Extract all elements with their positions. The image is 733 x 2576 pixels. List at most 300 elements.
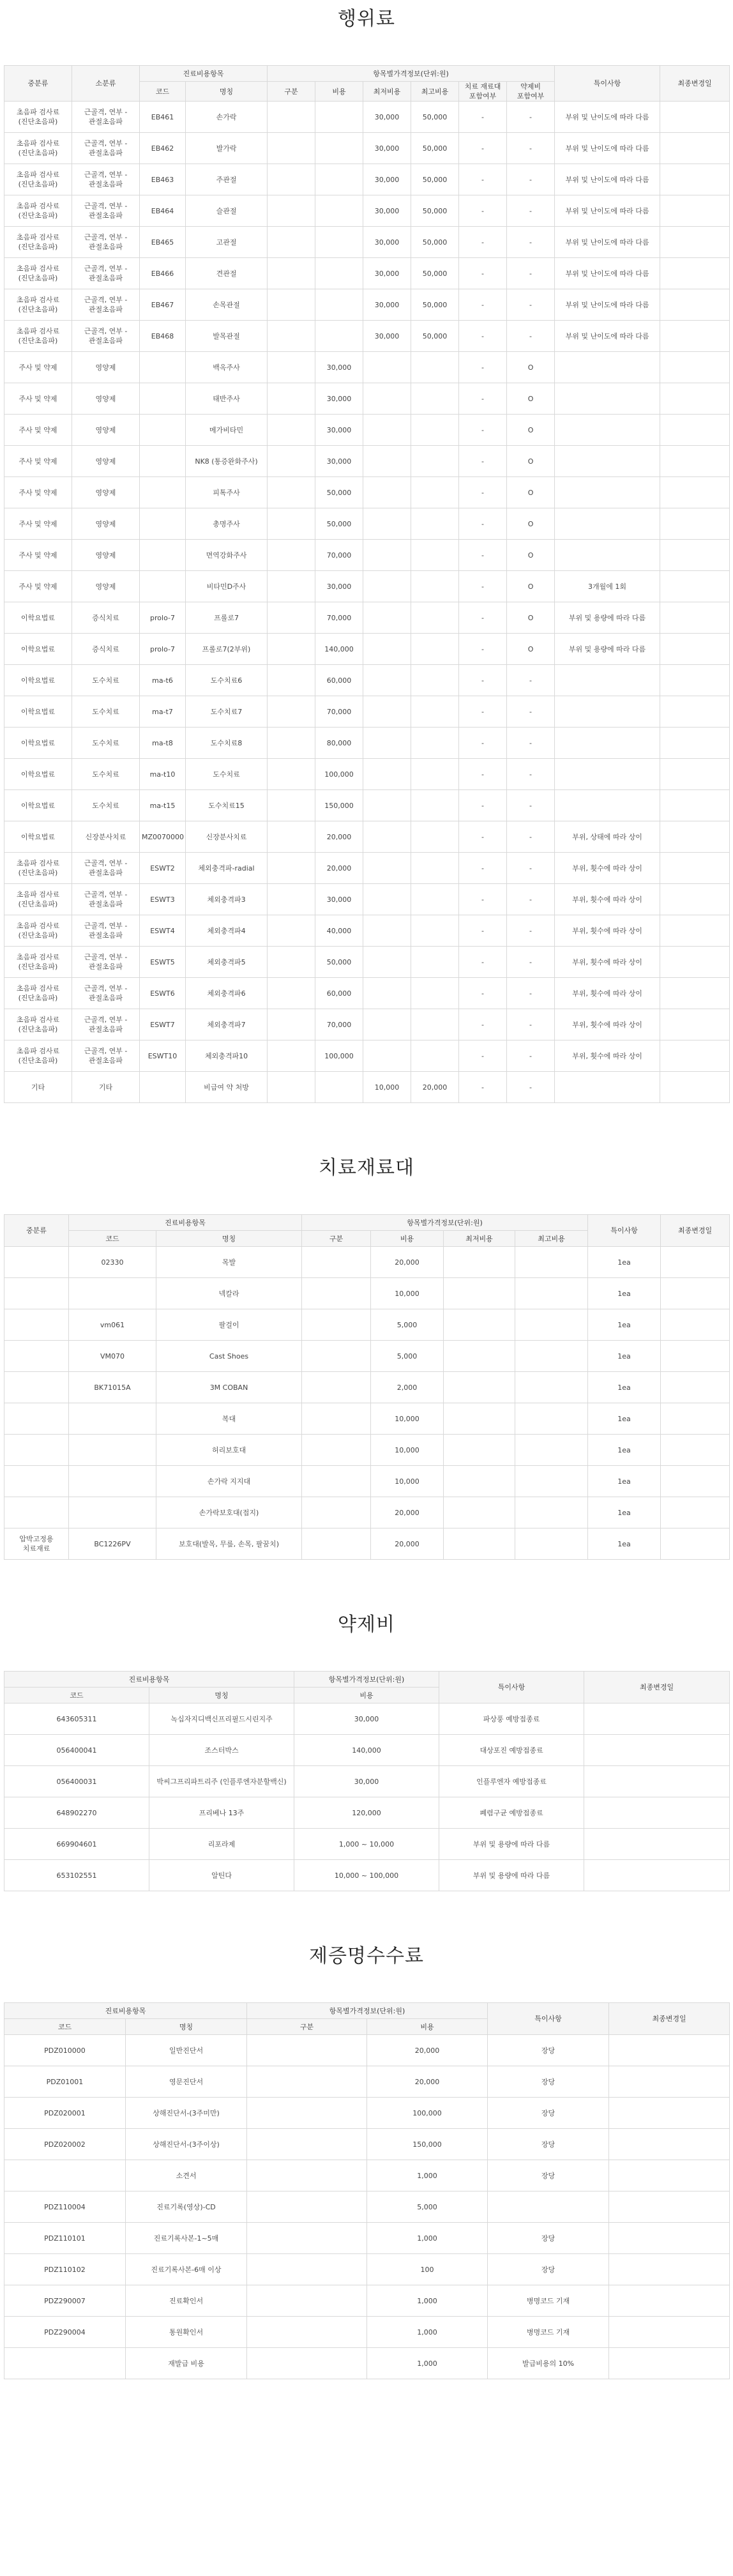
header-major: 중분류 bbox=[4, 66, 72, 102]
table-row bbox=[4, 164, 730, 195]
table-cell: 2,000 bbox=[371, 1372, 444, 1403]
table-row bbox=[4, 2129, 730, 2160]
table-cell bbox=[140, 477, 186, 508]
table-cell: - bbox=[459, 665, 507, 696]
table-cell bbox=[609, 2191, 730, 2223]
table-cell: 영양제 bbox=[72, 571, 140, 602]
table-cell: 50,000 bbox=[411, 164, 459, 195]
table-cell bbox=[140, 446, 186, 477]
table-cell bbox=[315, 164, 363, 195]
table-cell: 근골격, 연부 -관절초음파 bbox=[72, 133, 140, 164]
table-cell bbox=[247, 2348, 367, 2379]
section-title: 치료재료대 bbox=[319, 1157, 414, 1179]
table-cell: 근골격, 연부 -관절초음파 bbox=[72, 227, 140, 258]
table-cell: 근골격, 연부 -관절초음파 bbox=[72, 195, 140, 227]
table-cell: 넥칼라 bbox=[156, 1278, 302, 1309]
table-cell: 056400031 bbox=[4, 1766, 149, 1797]
table-cell bbox=[411, 634, 459, 665]
table-row bbox=[4, 1703, 730, 1735]
header-price-group: 항목별가격정보(단위:원) bbox=[247, 2003, 488, 2019]
table-cell bbox=[660, 383, 730, 415]
table-cell bbox=[268, 915, 315, 947]
table-cell: - bbox=[507, 164, 555, 195]
table-cell bbox=[4, 2160, 126, 2191]
table-cell bbox=[268, 446, 315, 477]
table-cell bbox=[247, 2254, 367, 2285]
table-cell bbox=[609, 2066, 730, 2098]
table-cell bbox=[660, 352, 730, 383]
table-cell: 초음파 검사료 (진단초음파) bbox=[4, 853, 72, 884]
header-code: 코드 bbox=[4, 1688, 149, 1703]
table-cell: 백옥주사 bbox=[186, 352, 268, 383]
table-cell bbox=[660, 915, 730, 947]
table-cell bbox=[584, 1703, 730, 1735]
table-cell bbox=[411, 415, 459, 446]
table-cell: 재발급 비용 bbox=[126, 2348, 247, 2379]
table-cell: 이학요법료 bbox=[4, 634, 72, 665]
table-cell: 근골격, 연부 -관절초음파 bbox=[72, 884, 140, 915]
table-cell: - bbox=[459, 102, 507, 133]
table-cell bbox=[268, 289, 315, 321]
header-material-included: 치료 재료대 포함여부 bbox=[459, 82, 507, 102]
table-cell bbox=[660, 665, 730, 696]
table-cell bbox=[584, 1797, 730, 1829]
table-cell bbox=[555, 759, 660, 790]
table-cell: - bbox=[507, 227, 555, 258]
table-cell: prolo-7 bbox=[140, 634, 186, 665]
table-cell: O bbox=[507, 634, 555, 665]
table-row bbox=[4, 1860, 730, 1891]
table-row bbox=[4, 1466, 730, 1497]
table-cell bbox=[515, 1341, 588, 1372]
table-cell bbox=[247, 2098, 367, 2129]
table-cell: 부위 및 용량에 따라 다름 bbox=[439, 1829, 584, 1860]
table-cell bbox=[302, 1497, 371, 1528]
table-cell: EB467 bbox=[140, 289, 186, 321]
table-cell: 초음파 검사료 (진단초음파) bbox=[4, 227, 72, 258]
table-cell: - bbox=[459, 759, 507, 790]
table-cell: 근골격, 연부 -관절초음파 bbox=[72, 978, 140, 1009]
header-note: 특이사항 bbox=[588, 1215, 661, 1247]
header-min: 최저비용 bbox=[363, 82, 411, 102]
table-cell: 부위, 횟수에 따라 상이 bbox=[555, 915, 660, 947]
table-cell bbox=[302, 1278, 371, 1309]
table-cell: 주관절 bbox=[186, 164, 268, 195]
table-row bbox=[4, 415, 730, 446]
table-cell bbox=[660, 696, 730, 728]
table-cell: 기타 bbox=[72, 1072, 140, 1103]
table-cell bbox=[268, 102, 315, 133]
table-cell: 70,000 bbox=[315, 602, 363, 634]
table-cell: O bbox=[507, 383, 555, 415]
section-title: 행위료 bbox=[338, 8, 395, 30]
table-cell bbox=[363, 540, 411, 571]
table-cell: EB462 bbox=[140, 133, 186, 164]
table-cell bbox=[302, 1466, 371, 1497]
table-cell: 총명주사 bbox=[186, 508, 268, 540]
table-cell bbox=[584, 1735, 730, 1766]
table-cell: - bbox=[507, 321, 555, 352]
table-cell bbox=[363, 352, 411, 383]
table-cell bbox=[660, 1040, 730, 1072]
table-cell: - bbox=[507, 289, 555, 321]
table-cell: 40,000 bbox=[315, 915, 363, 947]
table-cell: 근골격, 연부 -관절초음파 bbox=[72, 1040, 140, 1072]
table-cell: 허리보호대 bbox=[156, 1435, 302, 1466]
header-name: 명칭 bbox=[149, 1688, 294, 1703]
table-cell bbox=[660, 853, 730, 884]
table-cell: 도수치료15 bbox=[186, 790, 268, 821]
table-cell: - bbox=[459, 571, 507, 602]
table-cell: 비급여 약 처방 bbox=[186, 1072, 268, 1103]
table-cell: 이학요법료 bbox=[4, 696, 72, 728]
table-cell: - bbox=[507, 759, 555, 790]
drug-fee-table bbox=[4, 1671, 730, 1891]
table-cell bbox=[268, 195, 315, 227]
table-cell: 10,000 bbox=[371, 1278, 444, 1309]
table-cell: 병명코드 기재 bbox=[488, 2285, 609, 2317]
header-code: 코드 bbox=[140, 82, 186, 102]
table-cell bbox=[315, 321, 363, 352]
table-cell: 체외충격파10 bbox=[186, 1040, 268, 1072]
header-cost: 비용 bbox=[367, 2019, 488, 2035]
header-note: 특이사항 bbox=[439, 1672, 584, 1703]
table-cell bbox=[660, 321, 730, 352]
table-cell bbox=[363, 415, 411, 446]
table-cell bbox=[444, 1309, 515, 1341]
table-cell: - bbox=[459, 352, 507, 383]
header-name: 명칭 bbox=[126, 2019, 247, 2035]
table-cell: 10,000 bbox=[363, 1072, 411, 1103]
table-row bbox=[4, 1766, 730, 1797]
table-cell: 진료기록(영상)-CD bbox=[126, 2191, 247, 2223]
table-cell: PDZ020002 bbox=[4, 2129, 126, 2160]
table-cell bbox=[660, 759, 730, 790]
header-note: 특이사항 bbox=[555, 66, 660, 102]
table-cell bbox=[140, 415, 186, 446]
table-cell: - bbox=[459, 728, 507, 759]
table-cell: 장당 bbox=[488, 2160, 609, 2191]
table-cell: 02330 bbox=[69, 1247, 156, 1278]
table-cell: EB461 bbox=[140, 102, 186, 133]
table-cell bbox=[302, 1528, 371, 1560]
table-cell: ma-t8 bbox=[140, 728, 186, 759]
table-cell: 신장분사치료 bbox=[186, 821, 268, 853]
table-row bbox=[4, 227, 730, 258]
table-cell: 영양제 bbox=[72, 446, 140, 477]
table-cell bbox=[4, 1278, 69, 1309]
table-row bbox=[4, 2191, 730, 2223]
table-cell bbox=[363, 665, 411, 696]
table-cell: PDZ110004 bbox=[4, 2191, 126, 2223]
table-cell: 50,000 bbox=[315, 508, 363, 540]
table-cell bbox=[555, 415, 660, 446]
table-cell: 20,000 bbox=[367, 2035, 488, 2066]
table-cell bbox=[609, 2348, 730, 2379]
table-cell: 도수치료 bbox=[72, 665, 140, 696]
table-cell bbox=[268, 415, 315, 446]
table-cell bbox=[411, 915, 459, 947]
table-cell bbox=[660, 821, 730, 853]
table-row bbox=[4, 289, 730, 321]
table-cell: 초음파 검사료 (진단초음파) bbox=[4, 1040, 72, 1072]
table-cell bbox=[555, 540, 660, 571]
table-cell bbox=[247, 2066, 367, 2098]
table-cell bbox=[268, 508, 315, 540]
header-group: 진료비용항목 bbox=[4, 2003, 247, 2019]
table-cell: 근골격, 연부 -관절초음파 bbox=[72, 258, 140, 289]
table-cell bbox=[609, 2160, 730, 2191]
table-cell bbox=[268, 947, 315, 978]
table-cell: 60,000 bbox=[315, 665, 363, 696]
table-cell bbox=[555, 508, 660, 540]
table-cell: 영양제 bbox=[72, 383, 140, 415]
table-cell: 장당 bbox=[488, 2223, 609, 2254]
table-cell: - bbox=[459, 164, 507, 195]
table-cell bbox=[315, 1072, 363, 1103]
table-cell bbox=[660, 634, 730, 665]
table-cell bbox=[609, 2098, 730, 2129]
table-row bbox=[4, 102, 730, 133]
table-cell bbox=[660, 728, 730, 759]
table-cell: 도수치료 bbox=[72, 759, 140, 790]
table-row bbox=[4, 540, 730, 571]
table-cell: 프롤로7 bbox=[186, 602, 268, 634]
table-cell: 발가락 bbox=[186, 133, 268, 164]
table-cell bbox=[268, 227, 315, 258]
table-cell bbox=[444, 1247, 515, 1278]
table-cell bbox=[515, 1466, 588, 1497]
table-cell bbox=[363, 477, 411, 508]
table-cell: 140,000 bbox=[294, 1735, 439, 1766]
table-cell: 상해진단서-(3주미만) bbox=[126, 2098, 247, 2129]
table-cell bbox=[4, 1309, 69, 1341]
table-cell bbox=[363, 790, 411, 821]
table-cell: - bbox=[459, 227, 507, 258]
table-cell: - bbox=[459, 1040, 507, 1072]
table-cell: 부위 및 난이도에 따라 다름 bbox=[555, 102, 660, 133]
table-cell: 1ea bbox=[588, 1466, 661, 1497]
header-max: 최고비용 bbox=[515, 1231, 588, 1247]
table-cell: EB468 bbox=[140, 321, 186, 352]
table-cell: 5,000 bbox=[367, 2191, 488, 2223]
table-cell bbox=[555, 790, 660, 821]
table-cell: 1ea bbox=[588, 1528, 661, 1560]
table-cell bbox=[268, 602, 315, 634]
table-cell bbox=[444, 1497, 515, 1528]
table-cell: 영양제 bbox=[72, 415, 140, 446]
table-cell: 3M COBAN bbox=[156, 1372, 302, 1403]
table-cell bbox=[247, 2035, 367, 2066]
table-cell bbox=[363, 1009, 411, 1040]
table-cell: ma-t6 bbox=[140, 665, 186, 696]
table-cell bbox=[411, 947, 459, 978]
table-cell: 도수치료6 bbox=[186, 665, 268, 696]
table-cell: 50,000 bbox=[411, 195, 459, 227]
table-cell: - bbox=[507, 1009, 555, 1040]
table-cell bbox=[363, 508, 411, 540]
table-cell: 근골격, 연부 -관절초음파 bbox=[72, 321, 140, 352]
table-cell: 근골격, 연부 -관절초음파 bbox=[72, 947, 140, 978]
table-cell: - bbox=[459, 477, 507, 508]
table-cell: 30,000 bbox=[294, 1766, 439, 1797]
table-row bbox=[4, 2317, 730, 2348]
table-cell: 초음파 검사료 (진단초음파) bbox=[4, 195, 72, 227]
table-cell bbox=[140, 540, 186, 571]
table-row bbox=[4, 947, 730, 978]
table-cell: - bbox=[507, 1072, 555, 1103]
table-cell bbox=[660, 978, 730, 1009]
table-row bbox=[4, 790, 730, 821]
table-cell: 영양제 bbox=[72, 352, 140, 383]
table-cell: - bbox=[507, 195, 555, 227]
table-cell bbox=[268, 1009, 315, 1040]
table-cell: 조스터박스 bbox=[149, 1735, 294, 1766]
table-cell bbox=[584, 1860, 730, 1891]
table-cell: - bbox=[459, 258, 507, 289]
table-cell: 체외충격파5 bbox=[186, 947, 268, 978]
section-drug-fees bbox=[0, 1560, 733, 1891]
table-cell: 손가락보호대(접지) bbox=[156, 1497, 302, 1528]
table-cell bbox=[140, 383, 186, 415]
table-cell: 150,000 bbox=[315, 790, 363, 821]
table-cell: 140,000 bbox=[315, 634, 363, 665]
table-cell: 이학요법료 bbox=[4, 728, 72, 759]
table-cell bbox=[302, 1372, 371, 1403]
table-cell: VM070 bbox=[69, 1341, 156, 1372]
table-cell: 10,000 bbox=[371, 1466, 444, 1497]
table-cell bbox=[268, 853, 315, 884]
table-cell bbox=[660, 258, 730, 289]
table-row bbox=[4, 2254, 730, 2285]
header-price-group: 항목별가격정보(단위:원) bbox=[268, 66, 555, 82]
table-cell: 태반주사 bbox=[186, 383, 268, 415]
table-cell: 주사 및 약제 bbox=[4, 383, 72, 415]
table-cell: 목발 bbox=[156, 1247, 302, 1278]
table-cell: ESWT3 bbox=[140, 884, 186, 915]
table-cell bbox=[660, 195, 730, 227]
table-cell bbox=[660, 227, 730, 258]
table-cell: O bbox=[507, 446, 555, 477]
table-cell: 3개월에 1회 bbox=[555, 571, 660, 602]
table-cell: PDZ010000 bbox=[4, 2035, 126, 2066]
table-row bbox=[4, 321, 730, 352]
table-cell bbox=[315, 195, 363, 227]
table-cell bbox=[268, 383, 315, 415]
table-row bbox=[4, 696, 730, 728]
table-row bbox=[4, 195, 730, 227]
table-cell: - bbox=[459, 884, 507, 915]
table-cell: 장당 bbox=[488, 2129, 609, 2160]
table-row bbox=[4, 2285, 730, 2317]
table-cell: - bbox=[507, 884, 555, 915]
table-cell: 초음파 검사료 (진단초음파) bbox=[4, 1009, 72, 1040]
table-cell bbox=[660, 884, 730, 915]
table-cell bbox=[315, 102, 363, 133]
table-cell: 1ea bbox=[588, 1403, 661, 1435]
table-cell bbox=[661, 1497, 730, 1528]
table-cell: 20,000 bbox=[315, 853, 363, 884]
table-cell: 영양제 bbox=[72, 508, 140, 540]
table-cell: 주사 및 약제 bbox=[4, 508, 72, 540]
table-cell bbox=[660, 1072, 730, 1103]
table-cell: 1,000 bbox=[367, 2160, 488, 2191]
table-cell: 50,000 bbox=[411, 321, 459, 352]
procedure-fee-table bbox=[4, 65, 730, 1103]
table-cell: 체외충격파6 bbox=[186, 978, 268, 1009]
table-cell: 부위 및 용량에 따라 다름 bbox=[439, 1860, 584, 1891]
table-row bbox=[4, 258, 730, 289]
table-cell bbox=[302, 1309, 371, 1341]
table-cell bbox=[661, 1247, 730, 1278]
table-row bbox=[4, 634, 730, 665]
table-cell: 초음파 검사료 (진단초음파) bbox=[4, 133, 72, 164]
header-kind: 구분 bbox=[268, 82, 315, 102]
table-cell bbox=[609, 2285, 730, 2317]
table-cell: 초음파 검사료 (진단초음파) bbox=[4, 884, 72, 915]
table-cell: 주사 및 약제 bbox=[4, 540, 72, 571]
table-cell: 20,000 bbox=[371, 1528, 444, 1560]
header-code: 코드 bbox=[69, 1231, 156, 1247]
table-cell: 30,000 bbox=[315, 446, 363, 477]
table-cell bbox=[660, 164, 730, 195]
table-row bbox=[4, 759, 730, 790]
table-cell: - bbox=[507, 102, 555, 133]
table-cell: 50,000 bbox=[315, 477, 363, 508]
table-cell: 653102551 bbox=[4, 1860, 149, 1891]
table-cell bbox=[660, 446, 730, 477]
table-cell: 장당 bbox=[488, 2035, 609, 2066]
table-cell: 5,000 bbox=[371, 1341, 444, 1372]
table-cell bbox=[247, 2317, 367, 2348]
table-cell: 70,000 bbox=[315, 1009, 363, 1040]
header-group: 진료비용항목 bbox=[140, 66, 268, 82]
table-cell bbox=[363, 978, 411, 1009]
table-cell bbox=[411, 978, 459, 1009]
table-cell bbox=[660, 947, 730, 978]
table-cell: 진료기록사본-6매 이상 bbox=[126, 2254, 247, 2285]
table-cell bbox=[444, 1341, 515, 1372]
table-cell bbox=[411, 759, 459, 790]
header-group: 진료비용항목 bbox=[4, 1672, 294, 1688]
table-cell bbox=[140, 352, 186, 383]
table-cell bbox=[363, 759, 411, 790]
table-cell: - bbox=[459, 1009, 507, 1040]
table-cell bbox=[411, 477, 459, 508]
table-cell bbox=[4, 1466, 69, 1497]
table-cell: - bbox=[507, 1040, 555, 1072]
table-cell bbox=[555, 446, 660, 477]
table-row bbox=[4, 1309, 730, 1341]
table-cell bbox=[660, 602, 730, 634]
table-cell: 초음파 검사료 (진단초음파) bbox=[4, 164, 72, 195]
table-cell bbox=[515, 1247, 588, 1278]
table-cell bbox=[268, 884, 315, 915]
table-cell bbox=[555, 696, 660, 728]
table-row bbox=[4, 1247, 730, 1278]
table-cell bbox=[411, 540, 459, 571]
table-cell bbox=[444, 1278, 515, 1309]
table-cell: 30,000 bbox=[294, 1703, 439, 1735]
table-cell: 1ea bbox=[588, 1372, 661, 1403]
header-group: 진료비용항목 bbox=[69, 1215, 302, 1231]
table-cell: 근골격, 연부 -관절초음파 bbox=[72, 289, 140, 321]
table-cell bbox=[661, 1372, 730, 1403]
table-cell bbox=[555, 728, 660, 759]
table-cell bbox=[363, 634, 411, 665]
header-max: 최고비용 bbox=[411, 82, 459, 102]
table-cell: 증식치료 bbox=[72, 602, 140, 634]
